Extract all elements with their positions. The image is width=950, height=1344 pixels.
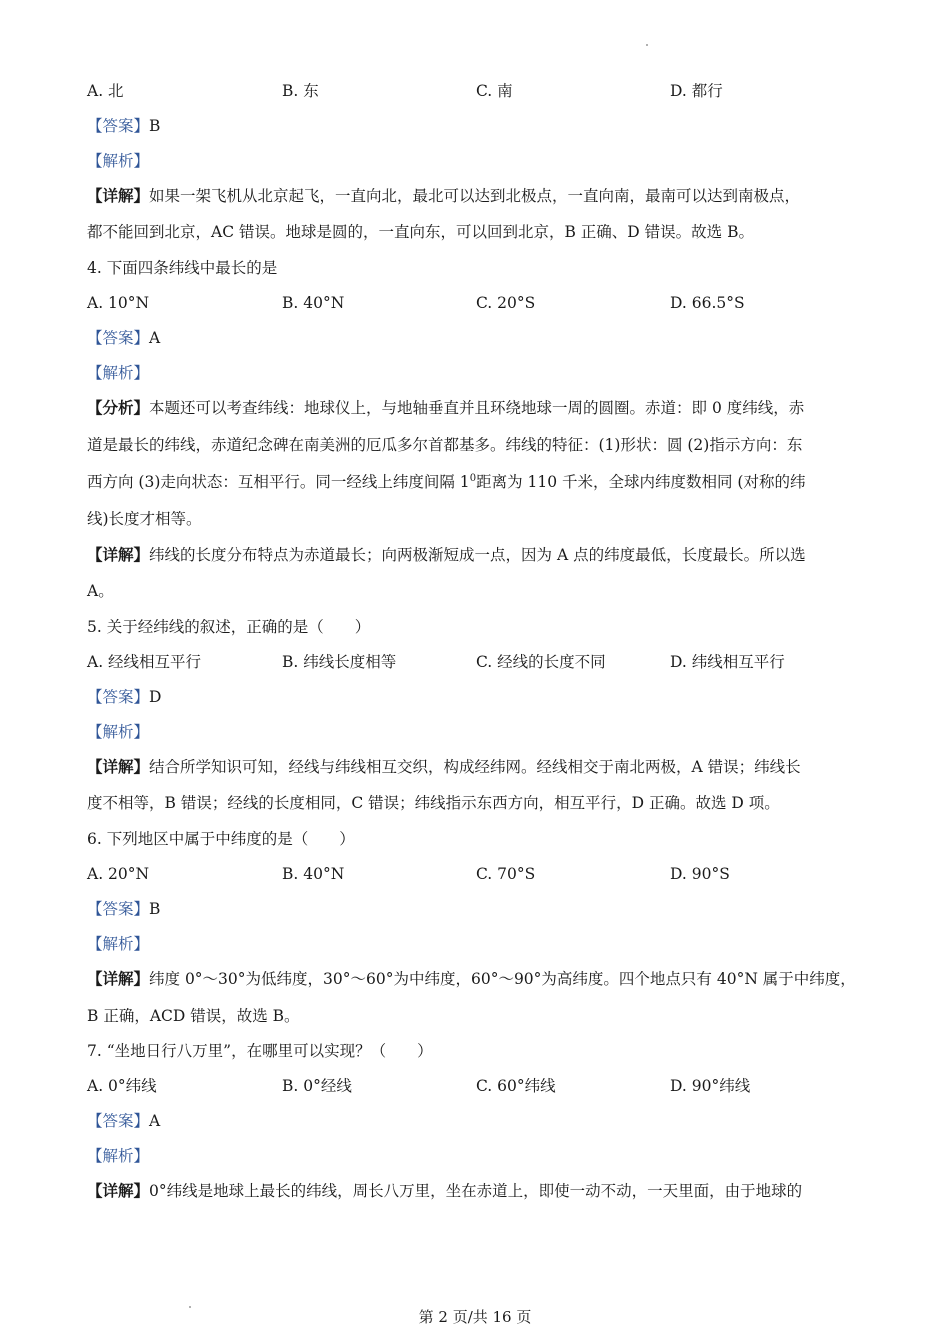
q4-stem: 4. 下面四条纬线中最长的是: [87, 259, 278, 277]
q5-answer: [87, 687, 867, 707]
degree-superscript: 0: [469, 472, 477, 484]
q7-detail-line-1: [87, 1181, 867, 1201]
detail-tag: 【详解】: [87, 757, 150, 776]
analysis-tag: 【解析】: [87, 723, 150, 741]
q3-choice-d: D. 都行: [670, 82, 723, 100]
q3-choice-c: C. 南: [476, 82, 513, 100]
q6-detail-line-2: B 正确，ACD 错误，故选 B。: [87, 1007, 300, 1025]
speck: [646, 44, 648, 46]
analysis-tag: 【解析】: [87, 935, 150, 953]
q5-detail-line-1: [87, 757, 867, 777]
q4-detail-line-2: A。: [87, 582, 114, 600]
q4-choice-b: B. 40°N: [282, 294, 345, 312]
q5-choice-d: D. 纬线相互平行: [670, 653, 785, 671]
q7-answer: [87, 1111, 867, 1131]
detail-tag: 【详解】: [87, 545, 150, 564]
analysis-tag: 【解析】: [87, 1147, 150, 1165]
q4-fenxi-line-4: 线)长度才相等。: [87, 510, 202, 528]
q7-choice-d: D. 90°纬线: [670, 1077, 751, 1095]
fenxi-tag: 【分析】: [87, 398, 150, 417]
q5-choice-a: A. 经线相互平行: [87, 653, 202, 671]
detail-tag: 【详解】: [87, 1181, 150, 1200]
q4-fenxi-line-2: 道是最长的纬线，赤道纪念碑在南美洲的厄瓜多尔首都基多。纬线的特征：(1)形状：圆 (2)指示方向：东: [87, 436, 803, 454]
detail-text: 0°纬线是地球上最长的纬线，周长八万里，坐在赤道上，即使一动不动，一天里面，由于地球的: [149, 1182, 803, 1200]
answer-tag: 【答案】: [87, 1112, 150, 1130]
detail-text: 纬度 0°～30°为低纬度，30°～60°为中纬度，60°～90°为高纬度。四个地点只有 40°N 属于中纬度，: [149, 970, 856, 988]
q3-choice-b: B. 东: [282, 82, 319, 100]
q3-choice-a: A. 北: [87, 82, 124, 100]
analysis-tag: 【解析】: [87, 364, 150, 382]
q5-analysis: [87, 722, 867, 742]
q4-analysis: [87, 363, 867, 383]
q6-choice-b: B. 40°N: [282, 865, 345, 883]
q6-choice-c: C. 70°S: [476, 865, 536, 883]
answer-tag: 【答案】: [87, 688, 150, 706]
q4-fenxi-line-1: [87, 398, 867, 418]
q4-choice-c: C. 20°S: [476, 294, 536, 312]
answer-value: A: [149, 1112, 161, 1130]
q4-answer: [87, 328, 867, 348]
answer-value: B: [149, 117, 161, 135]
answer-tag: 【答案】: [87, 329, 150, 347]
q6-answer: [87, 899, 867, 919]
q6-choice-a: A. 20°N: [87, 865, 150, 883]
q7-choice-a: A. 0°纬线: [87, 1077, 157, 1095]
q5-stem: 5. 关于经纬线的叙述，正确的是（ ）: [87, 618, 371, 636]
fenxi-text-b: 距离为 110 千米，全球内纬度数相同 (对称的纬: [476, 473, 806, 491]
detail-tag: 【详解】: [87, 969, 150, 988]
q6-stem: 6. 下列地区中属于中纬度的是（ ）: [87, 830, 355, 848]
q3-analysis: [87, 151, 867, 171]
q6-choice-d: D. 90°S: [670, 865, 730, 883]
answer-tag: 【答案】: [87, 117, 150, 135]
q3-detail-line-2: 都不能回到北京，AC 错误。地球是圆的，一直向东，可以回到北京，B 正确、D 错误。故选 B。: [87, 223, 754, 241]
q7-stem: 7. “坐地日行八万里”，在哪里可以实现？（ ）: [87, 1042, 433, 1060]
answer-tag: 【答案】: [87, 900, 150, 918]
q5-detail-line-2: 度不相等，B 错误；经线的长度相同，C 错误；纬线指示东西方向，相互平行，D 正确。故选 D 项。: [87, 794, 780, 812]
detail-text: 结合所学知识可知，经线与纬线相互交织，构成经纬网。经线相交于南北两极，A 错误；纬线长: [149, 758, 801, 776]
fenxi-text: 本题还可以考查纬线：地球仪上，与地轴垂直并且环绕地球一周的圆圈。赤道：即 0 度纬线，赤: [149, 399, 805, 417]
answer-value: D: [149, 688, 162, 706]
analysis-tag: 【解析】: [87, 152, 150, 170]
q4-detail-line-1: [87, 545, 867, 565]
q5-choice-b: B. 纬线长度相等: [282, 653, 397, 671]
q7-choice-b: B. 0°经线: [282, 1077, 352, 1095]
q6-analysis: [87, 934, 867, 954]
answer-value: A: [149, 329, 161, 347]
q3-answer: [87, 116, 867, 136]
q3-detail-line-1: [87, 186, 867, 206]
answer-value: B: [149, 900, 161, 918]
q5-choice-c: C. 经线的长度不同: [476, 653, 606, 671]
detail-text: 纬线的长度分布特点为赤道最长；向两极渐短成一点，因为 A 点的纬度最低，长度最长。所以选: [149, 546, 806, 564]
detail-tag: 【详解】: [87, 186, 150, 205]
q7-choice-c: C. 60°纬线: [476, 1077, 556, 1095]
q4-choice-d: D. 66.5°S: [670, 294, 745, 312]
q7-analysis: [87, 1146, 867, 1166]
q6-detail-line-1: [87, 969, 867, 989]
detail-text: 如果一架飞机从北京起飞，一直向北，最北可以达到北极点，一直向南，最南可以达到南极点，: [149, 187, 801, 205]
fenxi-text-a: 西方向 (3)走向状态：互相平行。同一经线上纬度间隔 1: [87, 473, 470, 491]
q4-choice-a: A. 10°N: [87, 294, 150, 312]
page-footer: 第 2 页/共 16 页: [418, 1308, 532, 1326]
q4-fenxi-line-3: [87, 472, 867, 492]
